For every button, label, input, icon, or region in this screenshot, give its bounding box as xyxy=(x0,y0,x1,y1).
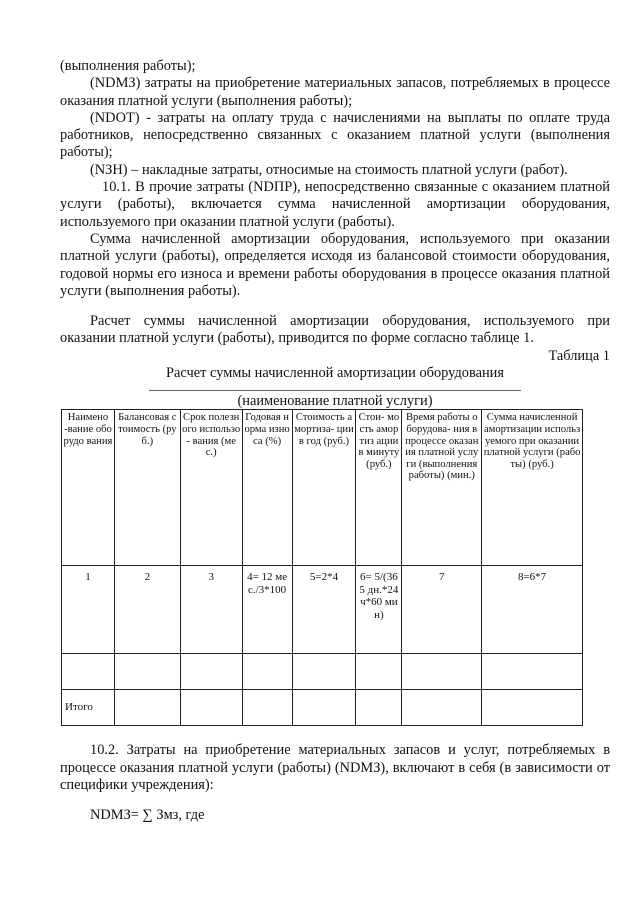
header-cell: Стои- мость амортиз ации в минуту (руб.) xyxy=(356,410,402,566)
paragraph-amortization-sum: Сумма начисленной амортизации оборудования, используемого при оказании платной услуги (работы), определяется исходя из балансовой стоимости оборудования, годовой нормы его износа и времени работы оборудования в процессе оказания платной услуги (выполнения работы). xyxy=(60,230,610,299)
number-cell: 3 xyxy=(180,566,242,654)
paragraph-10-2: 10.2. Затраты на приобретение материальных запасов и услуг, потребляемых в процессе оказания платной услуги (работы) (NDМЗ), включают в себя (в зависимости от специфики учреждения): xyxy=(60,742,610,793)
empty-cell xyxy=(482,690,583,726)
header-cell: Сумма начисленной амортизации используемого при оказании платной услуги (работы) (руб.) xyxy=(482,410,583,566)
empty-cell xyxy=(114,654,180,690)
empty-cell xyxy=(356,654,402,690)
number-cell: 4= 12 мес./3*100 xyxy=(242,566,292,654)
service-caption: (наименование платной услуги) xyxy=(237,393,433,410)
number-cell: 8=6*7 xyxy=(482,566,583,654)
empty-cell xyxy=(292,690,356,726)
empty-cell xyxy=(292,654,356,690)
table-label: Таблица 1 xyxy=(548,347,610,364)
table-header-row xyxy=(62,410,583,566)
paragraph-calculation: Расчет суммы начисленной амортизации оборудования, используемого при оказании платной услуги (работы), приводится по форме согласно таблице 1. xyxy=(60,313,610,347)
header-cell: Срок полезного использо- вания (мес.) xyxy=(180,410,242,566)
empty-cell xyxy=(180,654,242,690)
number-cell: 7 xyxy=(402,566,482,654)
paragraph-continuation: (выполнения работы); xyxy=(60,58,196,74)
paragraph-10-1: 10.1. В прочие затраты (NDПР), непосредственно связанные с оказанием платной услуги (работы), включается сумма начисленной амортизации оборудования, используемого при оказании платной услуги (работы). xyxy=(60,179,610,230)
paragraph-nzn: (NЗН) – накладные затраты, относимые на стоимость платной услуги (работ). xyxy=(90,161,568,178)
empty-cell xyxy=(62,654,115,690)
empty-cell xyxy=(242,654,292,690)
empty-cell xyxy=(180,690,242,726)
service-name-line xyxy=(149,390,521,391)
header-cell: Балансовая стоимость (руб.) xyxy=(114,410,180,566)
header-cell: Время работы оборудова- ния в процессе оказания платной услуги (выполнения работы) (мин.) xyxy=(402,410,482,566)
table-total-row xyxy=(62,690,583,726)
table-title: Расчет суммы начисленной амортизации оборудования xyxy=(166,365,504,382)
empty-cell xyxy=(114,690,180,726)
header-cell: Стоимость амортиза- ции в год (руб.) xyxy=(292,410,356,566)
header-cell: Годовая норма износа (%) xyxy=(242,410,292,566)
document-page xyxy=(60,58,610,825)
empty-cell xyxy=(482,654,583,690)
total-label: Итого xyxy=(62,690,115,726)
paragraph-ndot: (NDОТ) - затраты на оплату труда с начислениями на выплаты по оплате труда работников, непосредственно связанных с оказанием платной услуги (выполнения работы); xyxy=(60,109,610,161)
number-cell: 5=2*4 xyxy=(292,566,356,654)
formula: NDМЗ= ∑ Змз, где xyxy=(90,807,205,824)
number-cell: 1 xyxy=(62,566,115,654)
empty-cell xyxy=(402,654,482,690)
number-cell: 6= 5/(365 дн.*24 ч*60 мин) xyxy=(356,566,402,654)
table-number-row xyxy=(62,566,583,654)
table-empty-row xyxy=(62,654,583,690)
empty-cell xyxy=(242,690,292,726)
number-cell: 2 xyxy=(114,566,180,654)
paragraph-ndmz: (NDМЗ) затраты на приобретение материальных запасов, потребляемых в процессе оказания платной услуги (выполнения работы); xyxy=(60,75,610,109)
empty-cell xyxy=(356,690,402,726)
header-cell: Наимено -вание оборудо вания xyxy=(62,410,115,566)
amortization-table xyxy=(61,409,583,726)
empty-cell xyxy=(402,690,482,726)
